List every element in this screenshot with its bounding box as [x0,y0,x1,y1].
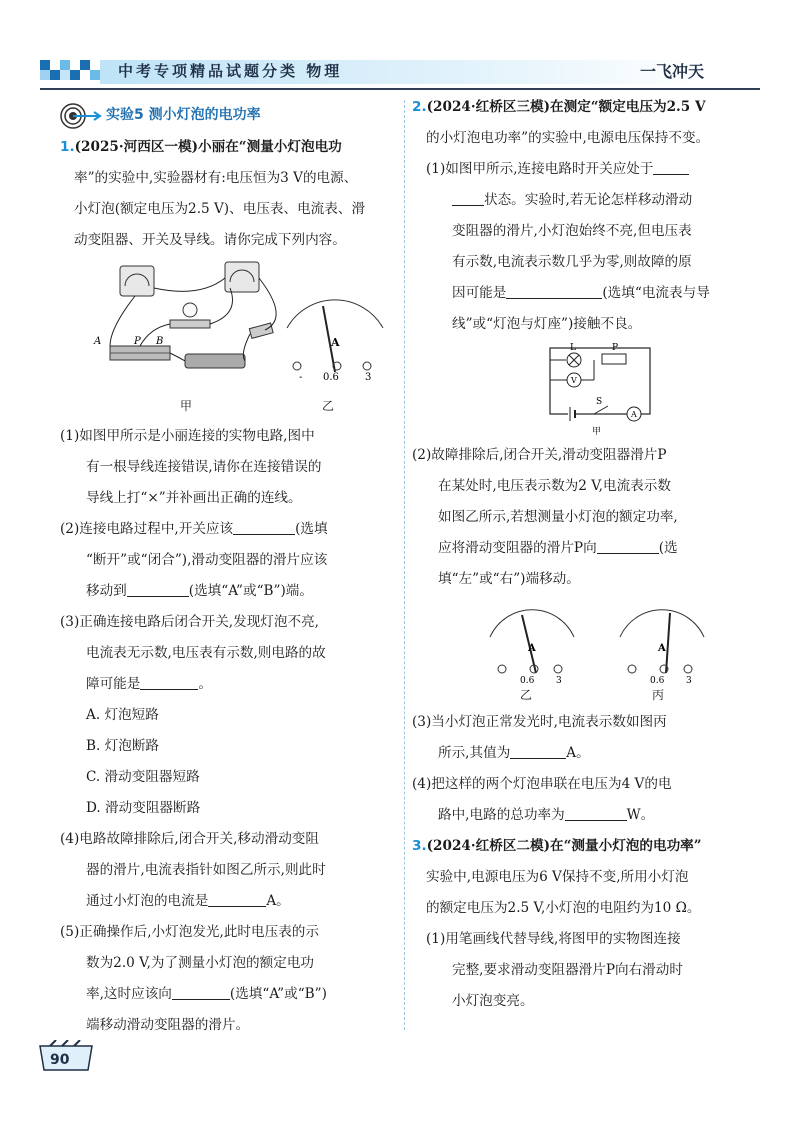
label-P2: P [612,343,619,353]
q3-intro-c: 的额定电压为2.5 V,小灯泡的电阻约为10 Ω。 [426,900,701,916]
meter-bing-unit: A [658,643,666,654]
target-icon [60,102,102,130]
q1-intro [60,132,400,163]
label-S: S [596,397,603,407]
q2-meters [412,595,762,707]
q2-s2-b: 在某处时,电压表示数为2 V,电流表示数 [438,478,671,494]
q1-ammeter [275,276,395,386]
q2-s4-blank[interactable] [565,806,627,821]
q1-number: 1. [60,139,75,155]
q3-intro-a: (2024·红桥区二模)在“测量小灯泡的电功率” [426,838,702,854]
q2-s1-blank1[interactable] [653,160,689,175]
q1-s2-a: (2)连接电路过程中,开关应该 (选填 [60,521,328,537]
label-P: P [134,336,141,347]
q2-s4-a: (4)把这样的两个灯泡串联在电压为4 V的电 [412,776,672,792]
q2-s3-a: (3)当小灯泡正常发光时,电流表示数如图丙 [412,714,667,730]
q3-intro [412,831,762,862]
page-number: 90 [50,1052,70,1068]
q1-s4-c: 通过小灯泡的电流是 A。 [86,893,290,909]
q3-s1-a: (1)用笔画线代替导线,将图甲的实物图连接 [426,931,681,947]
label-A2: A [631,410,637,419]
q2-fig-jia: 甲 [592,427,602,437]
q2-s1-blank2[interactable] [506,284,602,299]
terminal-3: 3 [365,372,372,383]
meter-unit: A [331,336,340,349]
experiment-label: 实验5 测小灯泡的电功率 [106,107,261,123]
label-A: A [94,336,102,347]
q1-option-c: C. 滑动变阻器短路 [86,769,200,785]
q2-s3-blank[interactable] [510,744,566,759]
q2-intro-a: (2024·红桥区三模)在测定“额定电压为2.5 V [426,99,706,115]
q2-s3-b: 所示,其值为 A。 [438,745,590,761]
q3-intro-b: 实验中,电源电压为6 V保持不变,所用小灯泡 [426,869,689,885]
q1-option-d: D. 滑动变阻器断路 [86,800,201,816]
q1-s5-c: 率,这时应该向 (选填“A”或“B”) [86,986,327,1002]
q1-s4-blank[interactable] [208,892,266,907]
q1-s3-a: (3)正确连接电路后闭合开关,发现灯泡不亮, [60,614,319,630]
page-header [0,0,800,90]
q1-s2-blank2[interactable] [127,582,189,597]
fig-yi-label: 乙 [322,399,335,413]
q1-s1-b: 有一根导线连接错误,请你在连接错误的 [86,459,322,475]
q2-s1-c: 变阻器的滑片,小灯泡始终不亮,但电压表 [452,223,692,239]
q2-meter-yi [482,597,582,687]
q1-s3-b: 电流表无示数,电压表有示数,则电路的故 [86,645,326,661]
q2-circuit-diagram [532,340,662,440]
q2-intro [412,92,762,123]
q2-s1-d: 有示数,电流表示数几乎为零,则故障的原 [452,254,692,270]
q1-intro-c: 小灯泡(额定电压为2.5 V)、电压表、电流表、滑 [74,201,366,217]
left-column [60,100,400,1041]
q1-intro-d: 动变阻器、开关及导线。请你完成下列内容。 [74,232,346,248]
q1-s3-blank[interactable] [140,675,198,690]
label-L: L [570,343,576,353]
q2-number: 2. [412,99,427,115]
q2-circuit-figure [412,340,762,440]
header-title: 中考专项精品试题分类 物理 [118,62,343,80]
q1-s5-a: (5)正确操作后,小灯泡发光,此时电压表的示 [60,924,319,940]
header-brand: 一飞冲天 [640,62,705,81]
q2-fig-bing: 丙 [652,688,665,702]
terminal-minus: - [299,372,303,383]
meter-yi-unit: A [528,643,536,654]
label-B: B [156,336,164,347]
q2-s2-d: 应将滑动变阻器的滑片P向 (选 [438,540,678,556]
q2-s1-blank1b[interactable] [452,191,484,206]
experiment-heading [60,100,400,132]
header-rule [40,88,760,90]
q2-meter-bing [612,597,712,687]
q2-s1-f: 线”或“灯泡与灯座”)接触不良。 [452,316,642,332]
q2-s2-blank[interactable] [597,539,659,554]
q2-fig-yi: 乙 [520,688,533,702]
q1-s1-a: (1)如图甲所示是小丽连接的实物电路,图中 [60,428,315,444]
meter-yi-t3: 3 [556,676,562,686]
q3-s1-b: 完整,要求滑动变阻器滑片P向右滑动时 [452,962,683,978]
q1-option-a: A. 灯泡短路 [86,707,159,723]
q1-intro-b: 率”的实验中,实验器材有:电压恒为3 V的电源、 [74,170,358,186]
q1-s2-b: “断开”或“闭合”),滑动变阻器的滑片应该 [86,552,328,568]
column-divider [404,100,405,1030]
q2-intro-b: 的小灯泡电功率”的实验中,电源电压保持不变。 [426,130,710,146]
q2-s2-e: 填“左”或“右”)端移动。 [438,571,580,587]
q2-s1-b: 状态。实验时,若无论怎样移动滑动 [412,185,762,216]
q1-s1-c: 导线上打“×”并补画出正确的连线。 [86,490,302,506]
label-V: V [571,376,577,385]
q1-s4-a: (4)电路故障排除后,闭合开关,移动滑动变阻 [60,831,319,847]
q1-figure [60,256,400,421]
q1-s4-b: 器的滑片,电流表指针如图乙所示,则此时 [86,862,326,878]
right-column [412,92,762,1017]
q1-s5-b: 数为2.0 V,为了测量小灯泡的额定电功 [86,955,315,971]
meter-bing-t3: 3 [686,676,692,686]
q1-s5-d: 端移动滑动变阻器的滑片。 [86,1017,250,1033]
q3-number: 3. [412,838,427,854]
q2-s2-a: (2)故障排除后,闭合开关,滑动变阻器滑片P [412,447,667,463]
q3-s1-c: 小灯泡变亮。 [452,993,534,1009]
meter-bing-t06: 0.6 [650,676,665,686]
q1-s3-c: 障可能是 。 [86,676,212,692]
q1-s2-c: 移动到 (选填“A”或“B”)端。 [86,583,313,599]
meter-yi-t06: 0.6 [520,676,535,686]
fig-jia-label: 甲 [180,399,193,413]
q2-s1-a: (1)如图甲所示,连接电路时开关应处于 [412,154,762,185]
q2-s1-e: 因可能是 (选填“电流表与导 [452,285,710,301]
terminal-06: 0.6 [323,372,339,383]
q1-intro-a: (2025·河西区一模)小丽在“测量小灯泡电功 [74,139,342,155]
q2-s4-b: 路中,电路的总功率为 W。 [438,807,655,823]
q1-s5-blank[interactable] [172,985,230,1000]
q2-s2-c: 如图乙所示,若想测量小灯泡的额定功率, [438,509,678,525]
q1-option-b: B. 灯泡断路 [86,738,160,754]
q1-circuit-photo [90,258,303,398]
q1-s2-blank1[interactable] [233,520,295,535]
